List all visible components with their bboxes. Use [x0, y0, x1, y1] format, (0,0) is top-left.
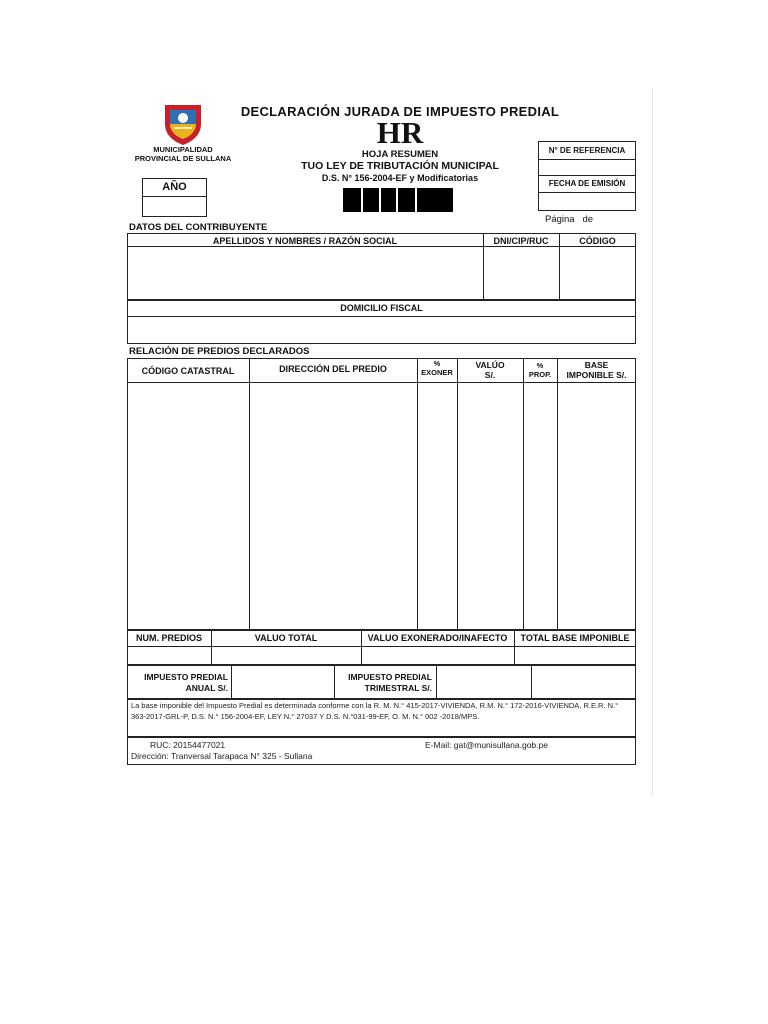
column-header-exoneration-label: EXONER — [421, 368, 453, 377]
column-header-ownership-pct: % — [536, 361, 544, 370]
domicile-field[interactable] — [129, 318, 634, 342]
annual-tax-label-line-2: ANUAL S/. — [185, 683, 228, 693]
quarterly-tax-label-line-1: IMPUESTO PREDIAL — [348, 672, 432, 682]
law-reference: TUO LEY DE TRIBUTACIÓN MUNICIPAL — [301, 160, 499, 172]
issue-date-label: FECHA DE EMISIÓN — [548, 179, 626, 188]
total-properties-label: NUM. PREDIOS — [135, 633, 202, 643]
taxpayer-name-field[interactable] — [129, 248, 481, 298]
taxpayer-code-field[interactable] — [561, 248, 634, 298]
redaction-block — [381, 188, 396, 212]
annual-tax-label — [130, 672, 228, 694]
page-number-label: Página de — [545, 214, 594, 225]
quarterly-tax-label-line-2: TRIMESTRAL S/. — [364, 683, 432, 693]
form-subtitle: HOJA RESUMEN — [361, 149, 439, 160]
issue-date-field[interactable] — [540, 194, 634, 209]
year-label: AÑO — [162, 181, 187, 193]
quarterly-tax-field-2[interactable] — [533, 667, 634, 697]
municipality-address: Dirección: Tranversal Tarapaca N° 325 - Sullana — [131, 751, 313, 761]
quarterly-tax-label — [336, 672, 432, 694]
legal-note: La base imponible del Impuesto Predial es determinada conforme con la R. M. N.° 415-2017-VIVIENDA, R.M. N.° 172-2016-VIVIENDA, R.E.R. N.° 363-2017-GRL-P, D.S. N.° 156-2004-EF, LEY N.° 27037 Y D.S. N.°031-99-EF, O. M. N.° 002 -2018/MPS. — [131, 701, 619, 721]
municipality-email: E-Mail: gat@munisullana.gob.pe — [425, 740, 548, 750]
total-tax-base-label: TOTAL BASE IMPONIBLE — [520, 633, 630, 643]
properties-section-title: RELACIÓN DE PREDIOS DECLARADOS — [129, 346, 310, 357]
municipality-ruc: RUC: 20154477021 — [150, 740, 226, 750]
page-edge — [652, 88, 653, 796]
column-header-ownership — [523, 361, 557, 379]
redaction-block — [417, 188, 453, 212]
column-header-cadastral: CÓDIGO CATASTRAL — [141, 366, 235, 376]
annual-tax-label-line-1: IMPUESTO PREDIAL — [144, 672, 228, 682]
total-valuation-label: VALUO TOTAL — [254, 633, 318, 643]
decree-reference: D.S. N° 156-2004-EF y Modificatorias — [321, 173, 479, 183]
column-header-tax-base — [557, 360, 636, 380]
column-header-tax-base-line-2: IMPONIBLE S/. — [566, 370, 627, 380]
redaction-block — [363, 188, 379, 212]
column-header-ownership-label: PROP. — [528, 370, 552, 379]
exempt-valuation-label: VALUO EXONERADO/INAFECTO — [367, 633, 508, 643]
form-code: HR — [376, 115, 424, 150]
reference-number-field[interactable] — [540, 161, 634, 174]
column-header-exoneration — [417, 359, 457, 377]
column-header-dni: DNI/CIP/RUC — [493, 236, 549, 246]
column-header-exoneration-pct: % — [433, 359, 441, 368]
domicile-label: DOMICILIO FISCAL — [340, 303, 423, 313]
column-header-valuation-label: VALÚO — [475, 360, 505, 370]
taxpayer-section-title: DATOS DEL CONTRIBUYENTE — [129, 222, 268, 233]
municipality-line-2: PROVINCIAL DE SULLANA — [134, 153, 232, 163]
year-field[interactable] — [145, 199, 204, 215]
quarterly-tax-field-1[interactable] — [438, 667, 529, 697]
redaction-block — [398, 188, 415, 212]
municipality-line-1: MUNICIPALIDAD — [153, 145, 213, 154]
redaction-block — [343, 188, 361, 212]
column-header-address: DIRECCIÓN DEL PREDIO — [279, 364, 387, 374]
form-title: DECLARACIÓN JURADA DE IMPUESTO PREDIAL — [240, 104, 560, 119]
column-header-name: APELLIDOS Y NOMBRES / RAZÓN SOCIAL — [212, 236, 398, 246]
properties-rows-area[interactable] — [129, 384, 634, 628]
total-valuation-field[interactable] — [213, 648, 359, 663]
total-tax-base-field[interactable] — [516, 648, 634, 663]
taxpayer-id-field[interactable] — [485, 248, 557, 298]
column-header-tax-base-line-1: BASE — [584, 360, 609, 370]
exempt-valuation-field[interactable] — [363, 648, 512, 663]
annual-tax-field[interactable] — [233, 667, 332, 697]
municipal-shield-icon — [162, 102, 204, 146]
municipality-name — [128, 146, 238, 163]
total-properties-field[interactable] — [129, 648, 209, 663]
reference-number-label: N° DE REFERENCIA — [548, 146, 626, 155]
column-header-code: CÓDIGO — [579, 236, 616, 246]
column-header-valuation — [457, 360, 523, 380]
column-header-valuation-unit: S/. — [484, 370, 496, 380]
